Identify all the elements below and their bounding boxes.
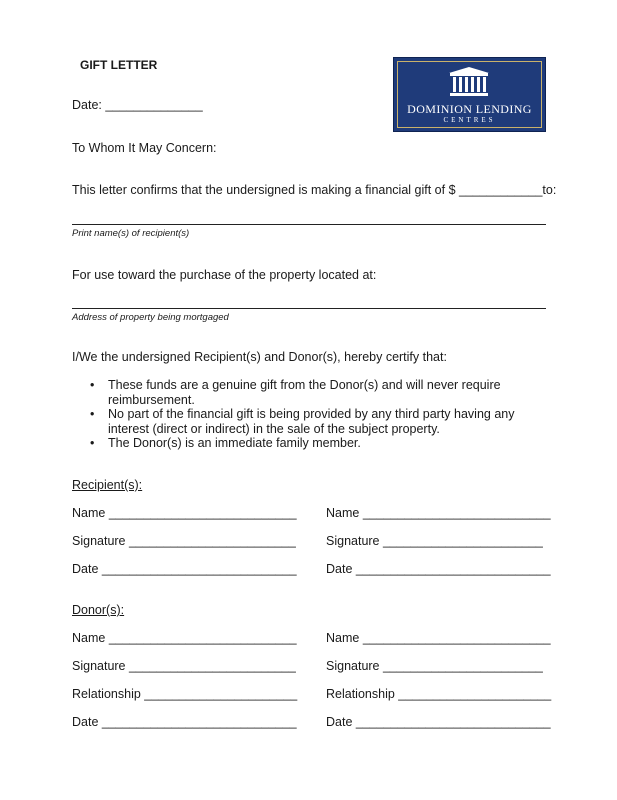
bullet-icon: •: [90, 407, 95, 421]
donor-2-relationship-field[interactable]: Relationship ______________________: [326, 687, 552, 701]
recipient-1-date-field[interactable]: Date ____________________________: [72, 562, 297, 576]
recipients-heading: Recipient(s):: [72, 478, 143, 492]
donor-1-relationship-field[interactable]: Relationship ______________________: [72, 687, 298, 701]
recipient-name-caption: Print name(s) of recipient(s): [72, 228, 190, 239]
document-title: GIFT LETTER: [80, 58, 158, 72]
certification-intro: I/We the undersigned Recipient(s) and Donor(s), hereby certify that:: [72, 350, 447, 364]
bullet-icon: •: [90, 378, 95, 392]
date-field[interactable]: Date: ______________: [72, 98, 203, 112]
gift-amount-line[interactable]: This letter confirms that the undersigned is making a financial gift of $ ____________to:: [72, 183, 557, 197]
list-item: • These funds are a genuine gift from the Donor(s) and will never require reimbursement.: [90, 378, 501, 407]
donors-heading: Donor(s):: [72, 603, 125, 617]
property-intro: For use toward the purchase of the property located at:: [72, 268, 377, 282]
donor-2-signature-field[interactable]: Signature _______________________: [326, 659, 543, 673]
recipient-1-name-field[interactable]: Name ___________________________: [72, 506, 297, 520]
bullet-icon: •: [90, 436, 95, 450]
recipient-name-line[interactable]: [72, 224, 546, 225]
building-columns-icon: [446, 66, 492, 98]
recipient-1-signature-field[interactable]: Signature ________________________: [72, 534, 296, 548]
company-logo: [393, 57, 546, 132]
donor-1-signature-field[interactable]: Signature ________________________: [72, 659, 296, 673]
donor-1-date-field[interactable]: Date ____________________________: [72, 715, 297, 729]
logo-name: DOMINION LENDING: [407, 102, 532, 116]
property-address-line[interactable]: [72, 308, 546, 309]
list-item: • No part of the financial gift is being provided by any third party having any interest (direct or indirect) in the sale of the subject property.: [90, 407, 515, 436]
certification-list: [72, 378, 542, 451]
donor-1-name-field[interactable]: Name ___________________________: [72, 631, 297, 645]
donor-2-date-field[interactable]: Date ____________________________: [326, 715, 551, 729]
logo-subtitle: CENTRES: [443, 116, 496, 124]
recipient-2-date-field[interactable]: Date ____________________________: [326, 562, 551, 576]
donor-2-name-field[interactable]: Name ___________________________: [326, 631, 551, 645]
recipient-2-name-field[interactable]: Name ___________________________: [326, 506, 551, 520]
property-address-caption: Address of property being mortgaged: [72, 312, 229, 323]
list-item: • The Donor(s) is an immediate family member.: [90, 436, 361, 450]
salutation: To Whom It May Concern:: [72, 141, 217, 155]
recipient-2-signature-field[interactable]: Signature _______________________: [326, 534, 543, 548]
